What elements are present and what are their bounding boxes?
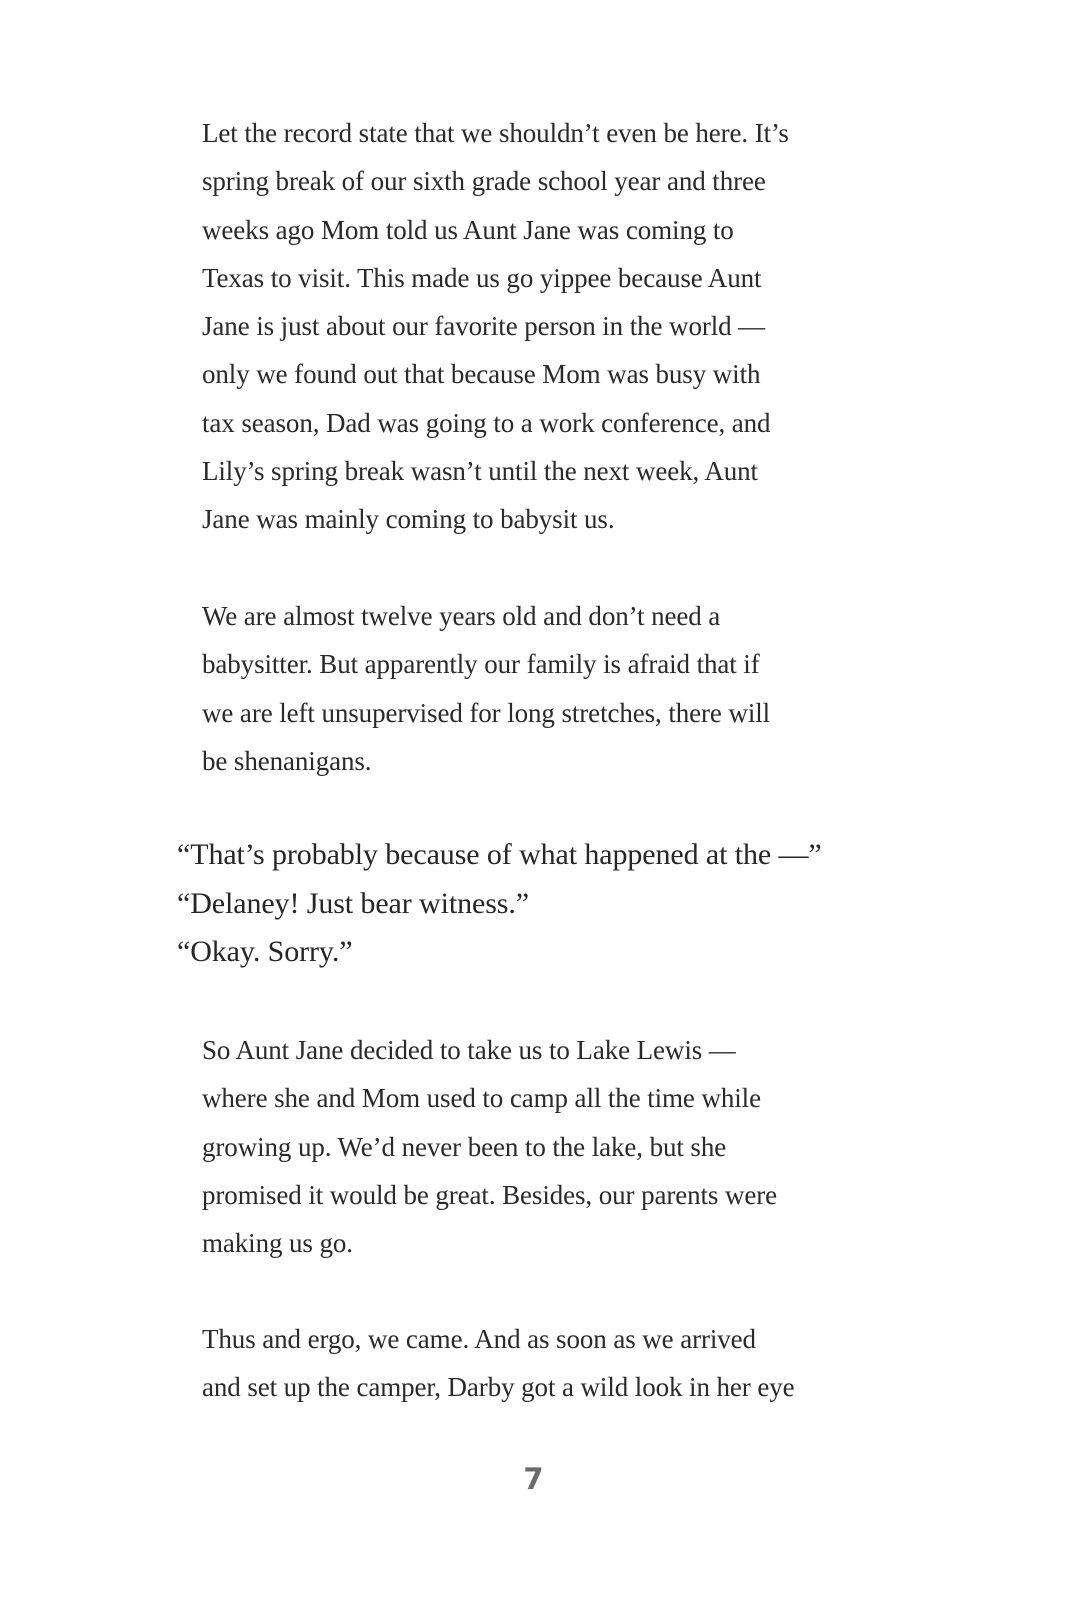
- text-line: babysitter. But apparently our family is afraid that if: [202, 649, 760, 680]
- text-line: and set up the camper, Darby got a wild look in her eye: [202, 1372, 795, 1403]
- text-line: where she and Mom used to camp all the time while: [202, 1083, 761, 1114]
- text-line: Lily’s spring break wasn’t until the next week, Aunt: [202, 456, 758, 487]
- text-line: be shenanigans.: [202, 745, 372, 776]
- dialogue-block: [177, 831, 897, 977]
- text-line: Thus and ergo, we came. And as soon as we arrived: [202, 1324, 756, 1354]
- paragraph-2: [202, 592, 882, 785]
- text-line: only we found out that because Mom was busy with: [202, 359, 761, 390]
- text-line: We are almost twelve years old and don’t need a: [202, 601, 721, 631]
- text-line: Let the record state that we shouldn’t even be here. It’s: [202, 118, 789, 148]
- text-line: Jane is just about our favorite person in the world —: [202, 311, 766, 342]
- paragraph-3: [202, 1026, 882, 1267]
- paragraph-1: [202, 109, 882, 544]
- dialogue-line: “Okay. Sorry.”: [177, 935, 353, 968]
- text-line: So Aunt Jane decided to take us to Lake Lewis —: [202, 1035, 736, 1065]
- dialogue-line: “That’s probably because of what happened at the —”: [177, 838, 822, 871]
- text-line: spring break of our sixth grade school year and three: [202, 166, 766, 197]
- text-line: weeks ago Mom told us Aunt Jane was coming to: [202, 214, 734, 245]
- text-line: tax season, Dad was going to a work conference, and: [202, 407, 771, 438]
- text-line: Texas to visit. This made us go yippee because Aunt: [202, 262, 762, 293]
- dialogue-line: “Delaney! Just bear witness.”: [177, 886, 529, 920]
- page-number: 7: [523, 1462, 544, 1496]
- text-line: we are left unsupervised for long stretches, there will: [202, 697, 771, 728]
- text-line: making us go.: [202, 1228, 353, 1259]
- text-line: promised it would be great. Besides, our parents were: [202, 1179, 778, 1210]
- text-line: growing up. We’d never been to the lake, but she: [202, 1131, 727, 1162]
- text-line: Jane was mainly coming to babysit us.: [202, 504, 615, 535]
- paragraph-4: [202, 1315, 882, 1412]
